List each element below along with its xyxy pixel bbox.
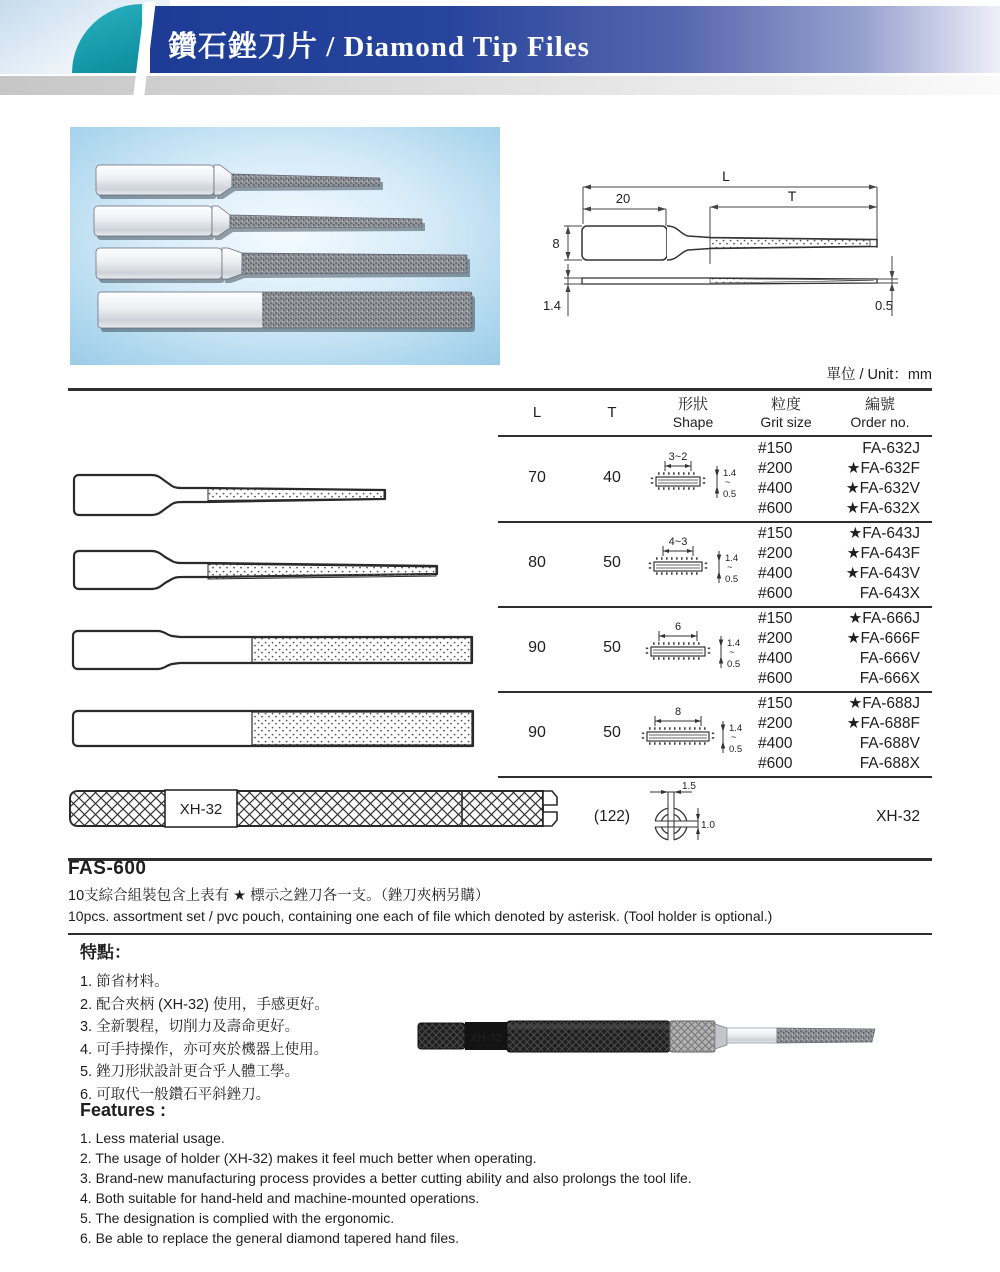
dim-label-t: T: [787, 188, 797, 204]
col-header-order-en: Order no.: [850, 414, 910, 430]
file-drawing-80: [68, 521, 498, 606]
feature-zh-item: 3. 全新製程，切削力及壽命更好。: [80, 1019, 300, 1035]
shape-cross-section: [633, 620, 753, 676]
dim-label-l: L: [722, 168, 730, 184]
order-no: FA-688V: [859, 735, 920, 752]
product-photo: [70, 127, 500, 365]
shape-thickness-top: 1.4: [729, 723, 743, 734]
header-gray-strip: [0, 76, 1000, 95]
order-no: ★FA-643V: [845, 565, 920, 582]
assortment-note-zh: 10支綜合組裝包含上表有 ★ 標示之銼刀各一支。（銼刀夾柄另購）: [68, 888, 490, 904]
feature-zh-item: 1. 節省材料。: [80, 974, 169, 990]
grit-order-lines: [758, 524, 920, 603]
feature-en-item: 4. Both suitable for hand-held and machine-mounted operations.: [80, 1190, 480, 1206]
col-header-grit-en: Grit size: [760, 414, 812, 430]
unit-label: 單位 / Unit：mm: [826, 367, 932, 383]
feature-zh-item: 2. 配合夾柄 (XH-32) 使用，手感更好。: [80, 996, 329, 1013]
file-drawing-90b: [68, 691, 498, 776]
holder-drawing-label: XH-32: [179, 801, 223, 818]
shape-thickness-tilde: ~: [725, 477, 731, 488]
grit-order-lines: [758, 694, 920, 773]
grit-size: #400: [758, 480, 793, 497]
feature-en-item: 6. Be able to replace the general diamond tapered hand files.: [80, 1230, 460, 1246]
features-en-heading: Features :: [80, 1100, 167, 1120]
grit-size: #150: [758, 525, 793, 542]
dimension-drawing: [540, 148, 950, 333]
shape-cross-section: [633, 450, 753, 506]
grit-size: #200: [758, 630, 793, 647]
assortment-set-block: [68, 858, 932, 935]
shape-thickness-bottom: 0.5: [725, 574, 739, 585]
order-no: ★FA-632V: [845, 480, 920, 497]
shape-cross-section: [633, 535, 753, 591]
page-title: 鑽石銼刀片 / Diamond Tip Files: [168, 31, 590, 63]
grit-size: #600: [758, 670, 793, 687]
col-header-l: L: [532, 404, 542, 421]
holder-photo-label: XH-32: [470, 1032, 502, 1044]
file-drawing-90: [68, 606, 498, 691]
table-row: [68, 691, 932, 776]
order-no: FA-643X: [859, 585, 920, 602]
order-no: ★FA-632X: [845, 500, 920, 517]
grit-size: #200: [758, 545, 793, 562]
order-no: ★FA-643J: [848, 525, 920, 542]
shape-thickness-bottom: 0.5: [729, 744, 743, 755]
file-drawing-70: [68, 436, 498, 521]
dim-label-14: 1.4: [542, 298, 562, 313]
spec-table: [68, 388, 932, 861]
grit-size: #150: [758, 440, 793, 457]
shape-thickness-bottom: 0.5: [723, 489, 737, 500]
cell-t: 50: [603, 724, 621, 741]
holder-photo: [415, 1000, 960, 1070]
order-no: FA-632J: [862, 440, 920, 457]
cell-l: 80: [528, 554, 546, 571]
cell-l: 70: [528, 469, 546, 486]
col-header-grit-zh: 粒度: [770, 396, 801, 413]
order-no: FA-666X: [859, 670, 920, 687]
shape-thickness-bottom: 0.5: [727, 659, 741, 670]
cell-l: 90: [528, 724, 546, 741]
shape-width-label: 4~3: [668, 536, 688, 548]
feature-en-item: 1. Less material usage.: [80, 1130, 225, 1146]
order-no: ★FA-643F: [846, 545, 920, 562]
dim-label-8: 8: [552, 236, 560, 251]
shape-thickness-top: 1.4: [723, 468, 737, 479]
order-no: ★FA-666J: [848, 610, 920, 627]
shape-width-label: 6: [674, 621, 682, 633]
grit-size: #200: [758, 715, 793, 732]
dim-label-05: 0.5: [874, 298, 894, 313]
order-no: ★FA-632F: [846, 460, 920, 477]
feature-zh-item: 5. 銼刀形狀設計更合乎人體工學。: [80, 1064, 300, 1080]
table-row: [68, 606, 932, 691]
dim-label-20: 20: [615, 191, 631, 206]
order-no: FA-666V: [859, 650, 920, 667]
holder-dim-top: 1.5: [682, 782, 696, 792]
feature-en-item: 3. Brand-new manufacturing process provides a better cutting ability and also prolongs the tool life.: [80, 1170, 692, 1186]
shape-thickness-top: 1.4: [727, 638, 741, 649]
shape-thickness-tilde: ~: [727, 562, 733, 573]
feature-zh-item: 4. 可手持操作，亦可夾於機器上使用。: [80, 1041, 329, 1058]
grit-size: #400: [758, 735, 793, 752]
order-no: ★FA-688J: [848, 695, 920, 712]
col-header-t: T: [607, 404, 617, 421]
holder-drawing: [68, 776, 568, 858]
assortment-code: FAS-600: [68, 858, 147, 879]
cell-t: (122): [593, 808, 631, 825]
cell-t: 50: [603, 554, 621, 571]
cell-t: 50: [603, 639, 621, 656]
grit-order-lines: [758, 439, 920, 518]
shape-thickness-tilde: ~: [731, 732, 737, 743]
grit-size: #200: [758, 460, 793, 477]
shape-cross-section: [633, 705, 753, 761]
grit-order-lines: [758, 609, 920, 688]
shape-thickness-tilde: ~: [729, 647, 735, 658]
shape-width-label: 8: [674, 706, 682, 718]
order-no: FA-688X: [859, 755, 920, 772]
grit-size: #150: [758, 610, 793, 627]
holder-row: [68, 776, 932, 858]
col-header-shape-en: Shape: [672, 414, 714, 430]
order-no: ★FA-666F: [846, 630, 920, 647]
holder-cross-section: [646, 782, 716, 854]
table-row: [68, 436, 932, 521]
features-zh-heading: 特點：: [80, 943, 131, 962]
table-row: [68, 521, 932, 606]
cell-l: 90: [528, 639, 546, 656]
col-header-shape-zh: 形狀: [677, 396, 708, 413]
feature-en-item: 5. The designation is complied with the ergonomic.: [80, 1210, 395, 1226]
grit-size: #400: [758, 650, 793, 667]
assortment-note-en: 10pcs. assortment set / pvc pouch, containing one each of file which denoted by asterisk. (Tool holder is optional.): [68, 908, 773, 924]
col-header-order-zh: 編號: [864, 396, 895, 413]
cell-order: XH-32: [876, 808, 920, 825]
holder-dim-right: 1.0: [701, 820, 715, 831]
grit-size: #400: [758, 565, 793, 582]
feature-en-item: 2. The usage of holder (XH-32) makes it feel much better when operating.: [80, 1150, 537, 1166]
grit-size: #600: [758, 585, 793, 602]
cell-t: 40: [603, 469, 621, 486]
grit-size: #150: [758, 695, 793, 712]
shape-width-label: 3~2: [668, 451, 688, 463]
grit-size: #600: [758, 755, 793, 772]
grit-size: #600: [758, 500, 793, 517]
order-no: ★FA-688F: [846, 715, 920, 732]
feature-zh-item: 6. 可取代一般鑽石平斜銼刀。: [80, 1086, 271, 1103]
features-en-block: [80, 1100, 940, 1248]
shape-thickness-top: 1.4: [725, 553, 739, 564]
